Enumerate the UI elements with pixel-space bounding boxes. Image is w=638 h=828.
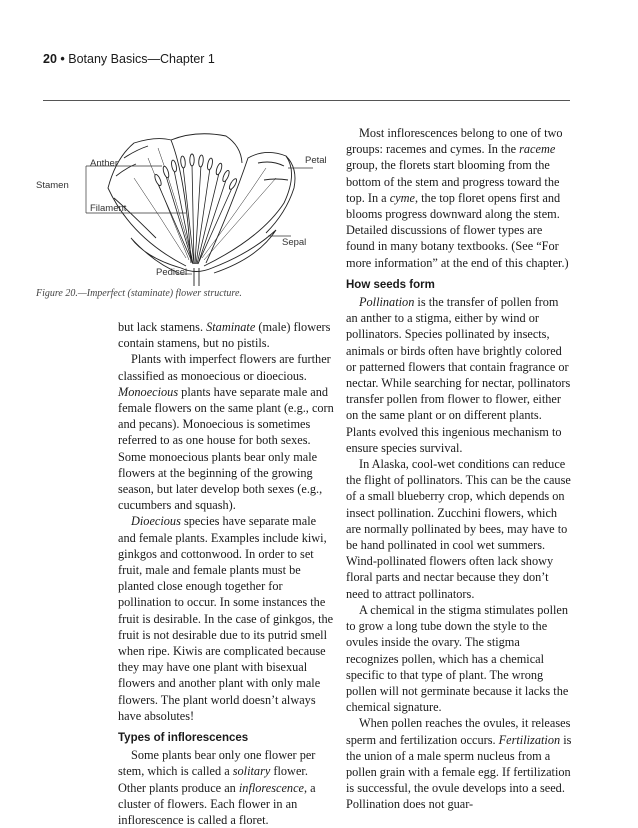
paragraph: Pollination is the transfer of pollen from an anther to a stigma, either by wind or pollinators. Species pollinated by insects, animals or birds often have brightly colored or patterned flowers that contain fragrance or nectar. While searching for nectar, pollinators transfer pollen from flower to flower, either on the same plant or on different plants. Plants evolved this ingenious mechanism to ensure species survival. [346,295,571,455]
figure-caption: Figure 20.—Imperfect (staminate) flower structure. [36,288,242,299]
section-heading-inflorescences: Types of inflorescences [118,732,249,745]
paragraph: Some plants bear only one flower per stem, which is called a solitary flower. Other plants produce an inflorescence, a cluster of flowers. Each flower in an inflorescence is called a floret. [118,748,316,828]
flower-illustration [36,118,336,288]
header-rule [43,100,570,101]
label-petal: Petal [305,155,327,166]
section-heading-seeds: How seeds form [346,278,435,291]
paragraph: Plants with imperfect flowers are further classified as monoecious or dioecious. Monoecious plants have separate male and female flowers on the same plant (e.g., corn and pecans). Monoecious is sometimes referred to as one house for both sexes. Some monoecious plants bear only male flowers at the beginning of the growing season, but later develop both sexes (e.g., cucumbers and squash). [118,352,334,513]
paragraph: When pollen reaches the ovules, it releases sperm and fertilization occurs. Fertilization is the union of a male sperm nucleus from a pollen grain with a female egg. If fertilization is successful, the ovule develops into a seed. Pollination does not guar- [346,716,572,812]
paragraph: Most inflorescences belong to one of two groups: racemes and cymes. In the raceme group, the florets start blooming from the bottom of the stem and progress toward the top. In a cyme, the top floret opens first and blooms progress downward along the stem. Detailed discussions of flower types are found in many botany textbooks. (See “For more information” at the end of this chapter.) [346,126,569,270]
left-column [118,319,335,828]
paragraph: Dioecious species have separate male and female plants. Examples include kiwi, ginkgos and cottonwood. In order to set fruit, male and female plants must be planted close enough together for pollination to occur. In some instances the fruit is desirable. In the case of ginkgos, the fruit is not desirable due to its putrid smell when ripe. Kiwis are complicated because they may have one plant with bisexual flowers and another plant with only male flowers. The plant world doesn’t always have absolutes! [118,514,334,723]
sepal-shape [212,230,276,273]
header-title: Botany Basics—Chapter 1 [68,52,215,66]
label-anther: Anther [90,158,118,169]
label-filament: Filament [90,203,127,214]
running-header [43,52,215,66]
page-number: 20 [43,52,57,66]
label-sepal: Sepal [282,237,307,248]
right-column [346,125,572,813]
paragraph: but lack stamens. Staminate (male) flowers contain stamens, but no pistils. [118,320,331,351]
paragraph: In Alaska, cool-wet conditions can reduce the flight of pollinators. This can be the cause of a small blueberry crop, which depends on insect pollination. Zucchini flowers, which are normally pollinated by bees, may have to be hand pollinated in cool wet summers. Wind-pollinated flowers often lack showy floral parts and nectar because they don’t need to attract pollinators. [346,457,571,601]
paragraph: A chemical in the stigma stimulates pollen to grow a long tube down the style to the ovules inside the ovary. The stigma recognizes pollen, which has a chemical specific to that type of plant. The wrong pollen will not germinate because it lacks the chemical signature. [346,602,569,715]
flower-figure [36,118,336,288]
label-pedicel: Pedicel [156,267,188,278]
header-bullet: • [60,52,65,66]
label-stamen: Stamen [36,180,69,191]
